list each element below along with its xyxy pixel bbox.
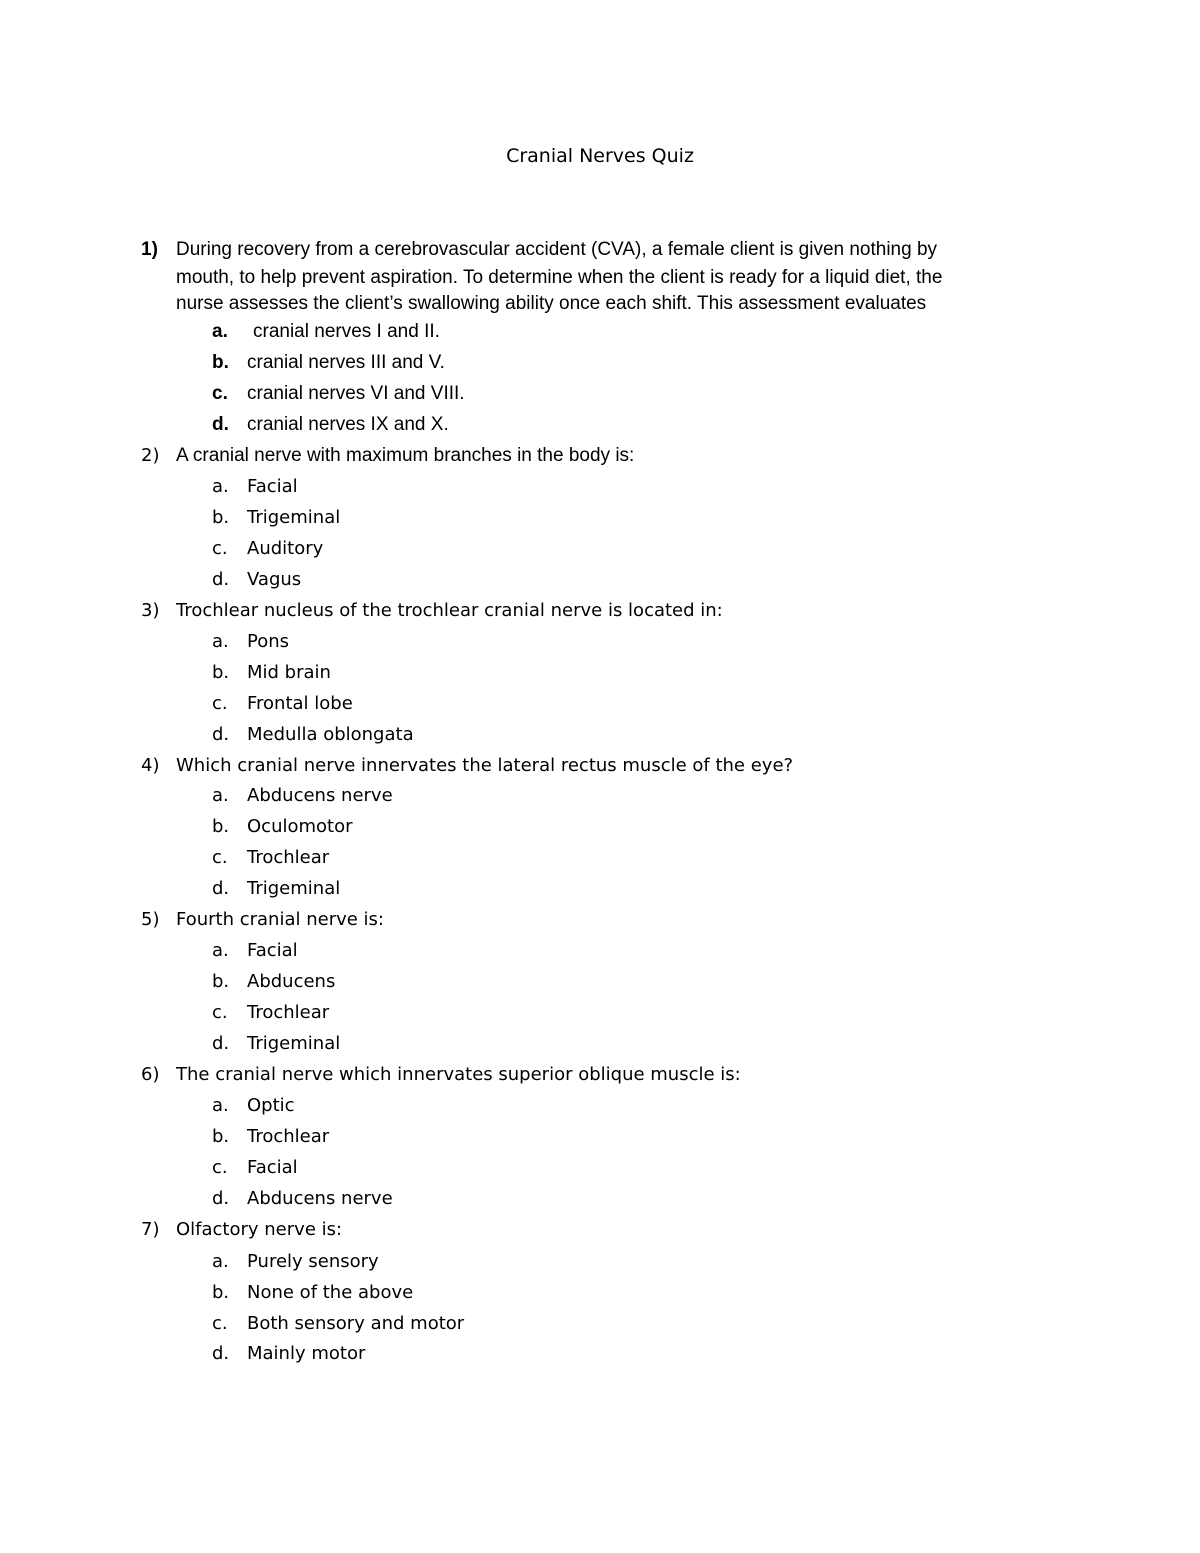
option-letter: d.	[212, 878, 230, 899]
option-letter: a.	[212, 1095, 229, 1116]
option-text: Trochlear	[247, 847, 330, 868]
option-text: Medulla oblongata	[247, 724, 414, 745]
option-text: Abducens	[247, 971, 336, 992]
page-title: Cranial Nerves Quiz	[506, 145, 694, 167]
option-letter: b.	[212, 507, 230, 528]
option-text: Facial	[247, 1157, 298, 1178]
question-text-line: Fourth cranial nerve is:	[176, 909, 384, 930]
option-text: Both sensory and motor	[247, 1313, 465, 1334]
option-letter: a.	[212, 1251, 229, 1272]
question-number: 2)	[141, 445, 160, 466]
option-text: Facial	[247, 476, 298, 497]
option-text: cranial nerves III and V.	[247, 352, 445, 373]
option-text: Trigeminal	[247, 1033, 341, 1054]
option-letter: a.	[212, 940, 229, 961]
option-text: Abducens nerve	[247, 785, 393, 806]
option-text: Abducens nerve	[247, 1188, 393, 1209]
option-letter: b.	[212, 971, 230, 992]
option-text: Pons	[247, 631, 290, 652]
option-letter: b.	[212, 816, 230, 837]
question-number: 5)	[141, 909, 160, 930]
option-letter: d.	[212, 1343, 230, 1364]
question-text-line: nurse assesses the client’s swallowing ability once each shift. This assessment evaluates	[176, 293, 927, 314]
option-text: Purely sensory	[247, 1251, 379, 1272]
question-text-line: A cranial nerve with maximum branches in the body is:	[176, 445, 635, 466]
question-text-line: Olfactory nerve is:	[176, 1219, 343, 1240]
option-letter: a.	[212, 321, 228, 342]
option-text: Trigeminal	[247, 878, 341, 899]
question-number: 4)	[141, 755, 160, 776]
option-letter: a.	[212, 476, 229, 497]
option-letter: b.	[212, 352, 229, 373]
question-number: 3)	[141, 600, 160, 621]
option-letter: c.	[212, 1002, 228, 1023]
option-text: Optic	[247, 1095, 295, 1116]
option-letter: d.	[212, 414, 229, 435]
option-text: Facial	[247, 940, 298, 961]
option-text: None of the above	[247, 1282, 414, 1303]
question-number: 6)	[141, 1064, 160, 1085]
question-text-line: mouth, to help prevent aspiration. To determine when the client is ready for a liquid diet, the	[176, 267, 943, 288]
question-text-line: The cranial nerve which innervates superior oblique muscle is:	[176, 1064, 741, 1085]
option-letter: a.	[212, 631, 229, 652]
option-letter: c.	[212, 383, 228, 404]
option-text: Trochlear	[247, 1126, 330, 1147]
option-text: Mid brain	[247, 662, 331, 683]
option-letter: b.	[212, 662, 230, 683]
option-letter: c.	[212, 693, 228, 714]
question-number: 7)	[141, 1219, 160, 1240]
option-letter: c.	[212, 1313, 228, 1334]
question-text-line: Which cranial nerve innervates the lateral rectus muscle of the eye?	[176, 755, 794, 776]
option-text: Oculomotor	[247, 816, 353, 837]
option-text: Mainly motor	[247, 1343, 366, 1364]
option-text: cranial nerves IX and X.	[247, 414, 449, 435]
option-text: Trigeminal	[247, 507, 341, 528]
option-text: Auditory	[247, 538, 324, 559]
option-text: Vagus	[247, 569, 302, 590]
question-text-line: Trochlear nucleus of the trochlear cranial nerve is located in:	[176, 600, 723, 621]
question-text-line: During recovery from a cerebrovascular accident (CVA), a female client is given nothing by	[176, 239, 938, 260]
option-text: cranial nerves I and II.	[253, 321, 440, 342]
option-letter: a.	[212, 785, 229, 806]
option-text: Frontal lobe	[247, 693, 353, 714]
option-letter: b.	[212, 1126, 230, 1147]
option-letter: d.	[212, 569, 230, 590]
option-letter: c.	[212, 538, 228, 559]
option-text: Trochlear	[247, 1002, 330, 1023]
option-letter: d.	[212, 1033, 230, 1054]
question-number: 1)	[141, 239, 158, 260]
option-letter: d.	[212, 1188, 230, 1209]
option-letter: b.	[212, 1282, 230, 1303]
option-letter: c.	[212, 847, 228, 868]
option-letter: c.	[212, 1157, 228, 1178]
option-letter: d.	[212, 724, 230, 745]
option-text: cranial nerves VI and VIII.	[247, 383, 465, 404]
